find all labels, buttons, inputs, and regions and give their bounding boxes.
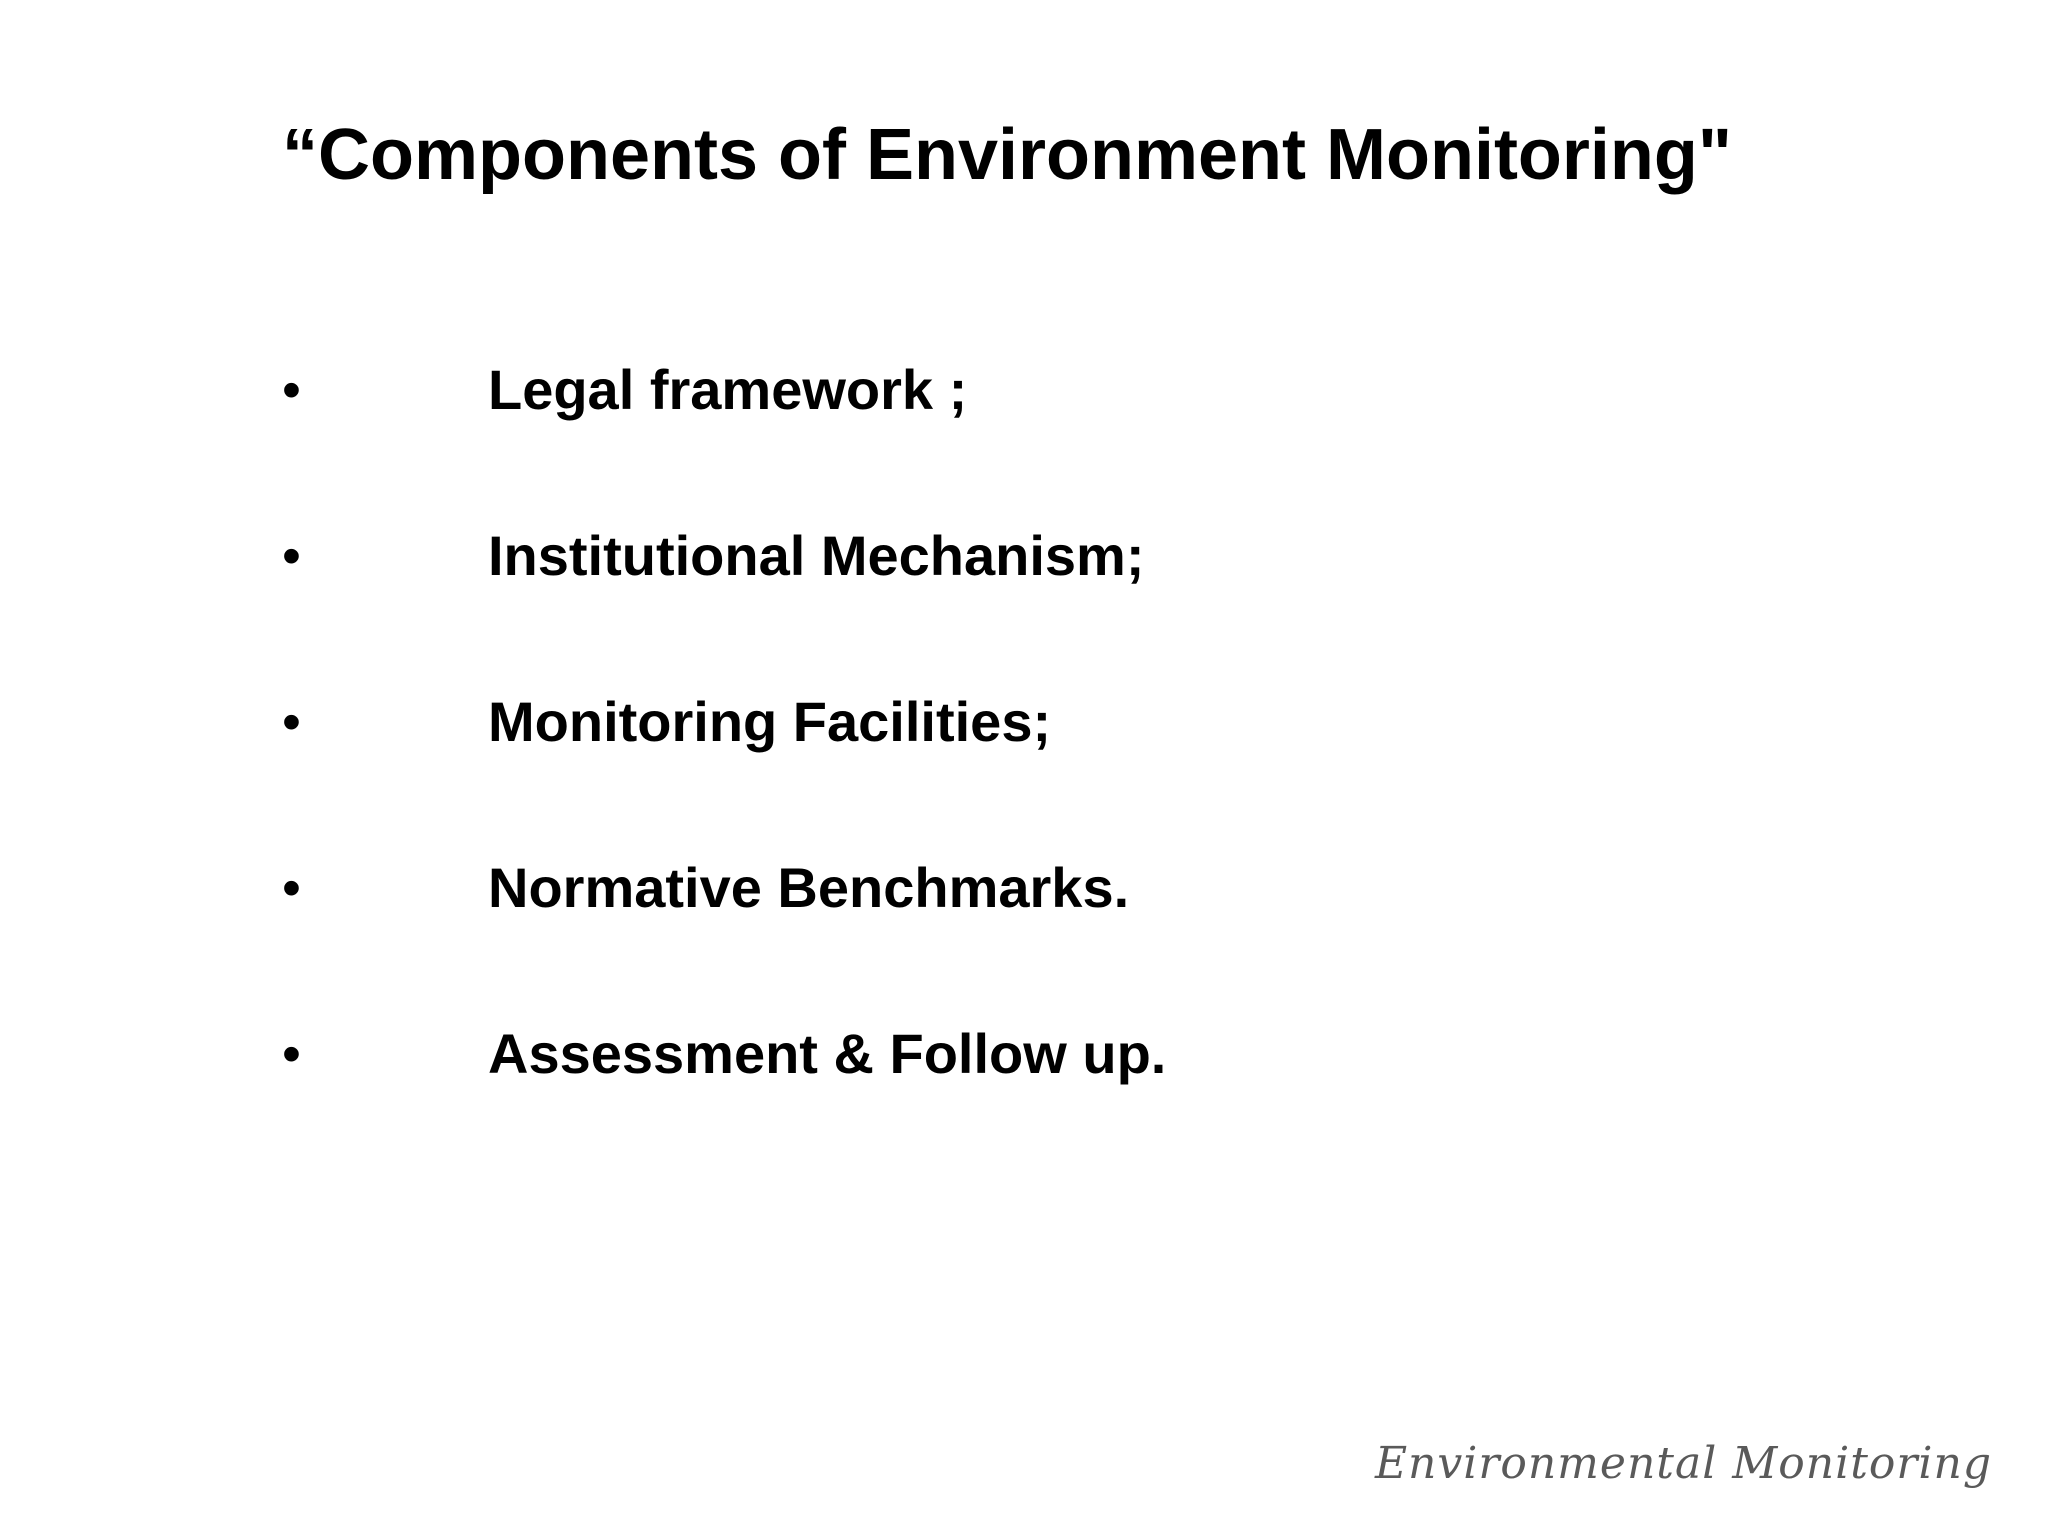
bullet-text: Monitoring Facilities;	[488, 690, 1052, 753]
bullet-icon: •	[282, 526, 301, 586]
bullet-item-monitoring-facilities	[282, 682, 1166, 848]
bullet-text: Institutional Mechanism;	[488, 524, 1145, 587]
bullet-item-normative-benchmarks	[282, 848, 1166, 1014]
bullet-text: Assessment & Follow up.	[488, 1022, 1167, 1085]
bullet-text: Legal framework ;	[488, 358, 968, 421]
bullet-item-institutional-mechanism	[282, 516, 1166, 682]
bullet-item-legal-framework	[282, 350, 1166, 516]
bullet-icon: •	[282, 692, 301, 752]
bullet-list	[282, 350, 1166, 1180]
bullet-icon: •	[282, 858, 301, 918]
bullet-item-assessment-follow-up	[282, 1014, 1166, 1180]
slide-title: “Components of Environment Monitoring"	[282, 115, 1733, 195]
footer-caption: Environmental Monitoring	[1374, 1438, 1992, 1489]
bullet-text: Normative Benchmarks.	[488, 856, 1130, 919]
bullet-icon: •	[282, 360, 301, 420]
bullet-icon: •	[282, 1024, 301, 1084]
